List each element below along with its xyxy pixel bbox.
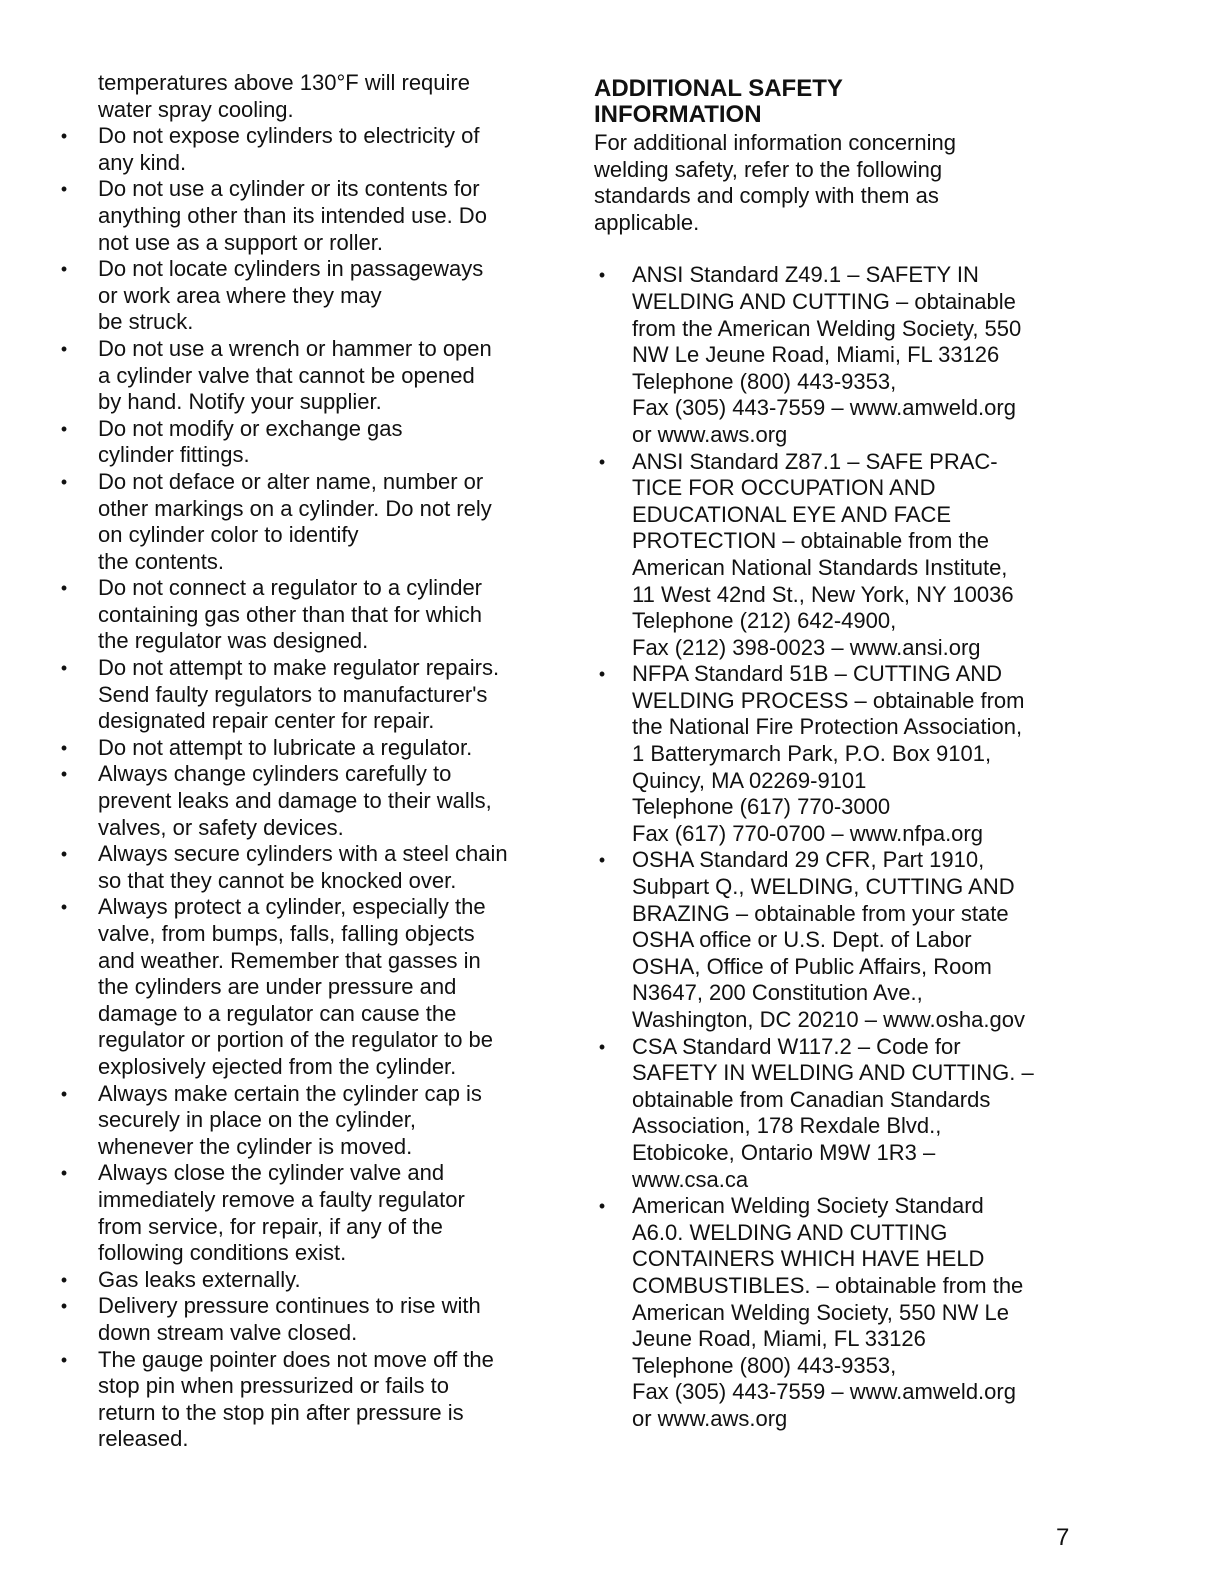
text-line: or www.aws.org [632,1405,788,1431]
text-line: Fax (212) 398-0023 – www.ansi.org [632,634,981,660]
text-line: whenever the cylinder is moved. [98,1133,413,1159]
text-line: 11 West 42nd St., New York, NY 10036 [632,581,1014,607]
text-line: securely in place on the cylinder, [98,1107,416,1133]
bullet-icon: • [598,850,606,871]
text-line: ANSI Standard Z49.1 – SAFETY IN [632,262,979,288]
text-line: and weather. Remember that gasses in [98,947,481,973]
list-item [594,1034,1084,1194]
list-item [56,123,556,176]
text-line: Always protect a cylinder, especially the [98,894,486,920]
text-line: Do not attempt to make regulator repairs. [98,655,500,681]
list-item [56,841,556,894]
text-line: Fax (305) 443-7559 – www.amweld.org [632,395,1016,421]
list-item [594,449,1084,662]
bullet-icon: • [60,1163,68,1184]
list-item [56,336,556,416]
text-line: 1 Batterymarch Park, P.O. Box 9101, [632,741,992,767]
text-line: American Welding Society, 550 NW Le [632,1299,1010,1325]
text-line: the regulator was designed. [98,628,369,654]
list-item [56,761,556,841]
text-line: or work area where they may [98,282,382,308]
text-line: Telephone (617) 770-3000 [632,794,891,820]
bullet-icon: • [598,265,606,286]
text-line: Quincy, MA 02269-9101 [632,767,867,793]
text-line: on cylinder color to identify [98,522,359,548]
text-line: welding safety, refer to the following [594,156,943,182]
text-line: explosively ejected from the cylinder. [98,1053,457,1079]
text-line: www.csa.ca [632,1166,749,1192]
text-line: TICE FOR OCCUPATION AND [632,475,936,501]
list-item [56,176,556,256]
text-line: WELDING PROCESS – obtainable from [632,687,1025,713]
text-line: the contents. [98,548,224,574]
list-item [56,1293,556,1346]
text-line: any kind. [98,149,187,175]
text-line: PROTECTION – obtainable from the [632,528,990,554]
page-number: 7 [1056,1524,1070,1551]
text-line: American Welding Society Standard [632,1193,984,1219]
bullet-icon: • [598,451,606,472]
text-line: Gas leaks externally. [98,1266,301,1292]
text-line: anything other than its intended use. Do [98,202,487,228]
text-line: Always make certain the cylinder cap is [98,1080,482,1106]
text-line: Do not modify or exchange gas [98,415,403,441]
text-line: Association, 178 Rexdale Blvd., [632,1113,942,1139]
text-line: the National Fire Protection Association, [632,714,1023,740]
bullet-icon: • [60,897,68,918]
text-line: N3647, 200 Constitution Ave., [632,980,923,1006]
list-item [56,575,556,655]
text-line: immediately remove a faulty regulator [98,1186,465,1212]
left-column [56,70,556,1453]
text-line: damage to a regulator can cause the [98,1000,457,1026]
heading-line: INFORMATION [594,101,762,128]
list-item [56,256,556,336]
bullet-icon: • [60,1269,68,1290]
list-item [56,1081,556,1161]
list-item [594,1193,1084,1432]
text-line: OSHA office or U.S. Dept. of Labor [632,927,972,953]
bullet-icon: • [598,1036,606,1057]
text-line: Do not attempt to lubricate a regulator. [98,734,473,760]
text-line: Always close the cylinder valve and [98,1160,445,1186]
text-line: OSHA Standard 29 CFR, Part 1910, [632,847,985,873]
text-line: not use as a support or roller. [98,229,383,255]
text-line: CONTAINERS WHICH HAVE HELD [632,1246,985,1272]
text-line: Fax (305) 443-7559 – www.amweld.org [632,1379,1016,1405]
text-line: Fax (617) 770-0700 – www.nfpa.org [632,820,983,846]
text-line: valve, from bumps, falls, falling objects [98,921,475,946]
text-line: other markings on a cylinder. Do not rely [98,495,492,521]
bullet-icon: • [60,1349,68,1370]
text-line: ANSI Standard Z87.1 – SAFE PRAC- [632,448,998,474]
text-line: the cylinders are under pressure and [98,974,457,1000]
text-line: Do not locate cylinders in passageways [98,256,484,282]
text-line: standards and comply with them as [594,183,939,209]
text-line: from the American Welding Society, 550 [632,315,1022,341]
text-line: Subpart Q., WELDING, CUTTING AND [632,874,1015,900]
text-line: The gauge pointer does not move off the [98,1346,494,1372]
list-item [56,416,556,469]
bullet-icon: • [60,126,68,147]
bullet-icon: • [60,737,68,758]
list-item [56,1347,556,1453]
list-item [594,262,1084,448]
text-line: Always secure cylinders with a steel chain [98,841,508,867]
text-line: A6.0. WELDING AND CUTTING [632,1219,948,1245]
list-item [594,661,1084,847]
text-line: Do not use a wrench or hammer to open [98,335,492,361]
text-line: released. [98,1426,189,1452]
text-line: EDUCATIONAL EYE AND FACE [632,501,952,527]
text-line: CSA Standard W117.2 – Code for [632,1033,961,1059]
bullet-icon: • [60,338,68,359]
bullet-icon: • [60,1083,68,1104]
text-line: Telephone (800) 443-9353, [632,368,897,394]
text-line: following conditions exist. [98,1240,347,1266]
bullet-icon: • [60,578,68,599]
bullet-icon: • [60,844,68,865]
text-line: Send faulty regulators to manufacturer's [98,681,488,707]
text-line: cylinder fittings. [98,442,250,468]
text-line: Do not use a cylinder or its contents for [98,176,480,202]
text-line: NFPA Standard 51B – CUTTING AND [632,661,1003,687]
text-line: Telephone (212) 642-4900, [632,608,897,634]
text-line: regulator or portion of the regulator to be [98,1027,494,1053]
text-line: WELDING AND CUTTING – obtainable [632,288,1016,314]
right-column [594,76,1084,1433]
bullet-icon: • [60,764,68,785]
intro-paragraph [594,130,1084,236]
text-line: by hand. Notify your supplier. [98,389,382,415]
list-item [56,1160,556,1266]
text-line: OSHA, Office of Public Affairs, Room [632,953,992,979]
text-line: containing gas other than that for which [98,601,483,627]
text-line: American National Standards Institute, [632,554,1008,580]
bullet-icon: • [598,664,606,685]
text-line: applicable. [594,209,700,235]
text-line: temperatures above 130°F will require [98,70,470,95]
text-line: return to the stop pin after pressure is [98,1399,464,1425]
text-line: For additional information concerning [594,130,956,155]
text-line: down stream valve closed. [98,1319,358,1345]
bullet-icon: • [598,1196,606,1217]
text-line: or www.aws.org [632,421,788,447]
bullet-icon: • [60,1296,68,1317]
text-line: Jeune Road, Miami, FL 33126 [632,1326,926,1352]
text-line: Do not connect a regulator to a cylinder [98,575,483,601]
text-line: NW Le Jeune Road, Miami, FL 33126 [632,342,1000,368]
bullet-icon: • [60,418,68,439]
text-line: from service, for repair, if any of the [98,1213,443,1239]
text-line: water spray cooling. [98,96,294,122]
text-line: SAFETY IN WELDING AND CUTTING. – [632,1060,1034,1086]
list-item [56,1267,556,1294]
section-heading [594,76,1084,128]
text-line: a cylinder valve that cannot be opened [98,362,475,388]
text-line: prevent leaks and damage to their walls, [98,788,492,814]
text-line: Do not deface or alter name, number or [98,468,484,494]
text-line: Washington, DC 20210 – www.osha.gov [632,1007,1025,1032]
text-line: stop pin when pressurized or fails to [98,1373,449,1399]
list-item [56,735,556,762]
text-line: designated repair center for repair. [98,708,435,734]
text-line: valves, or safety devices. [98,814,344,840]
text-line: Etobicoke, Ontario M9W 1R3 – [632,1139,936,1165]
bullet-icon: • [60,179,68,200]
text-line: Do not expose cylinders to electricity of [98,123,480,149]
list-item [56,469,556,575]
text-line: BRAZING – obtainable from your state [632,900,1009,926]
bullet-icon: • [60,471,68,492]
list-item [56,655,556,735]
text-line: be struck. [98,309,194,335]
continuation-text [98,70,556,123]
cylinder-safety-list [56,123,556,1453]
standards-list [594,262,1084,1432]
text-line: Telephone (800) 443-9353, [632,1352,897,1378]
text-line: Delivery pressure continues to rise with [98,1293,481,1319]
text-line: so that they cannot be knocked over. [98,867,457,893]
heading-line: ADDITIONAL SAFETY [594,75,843,102]
bullet-icon: • [60,658,68,679]
list-item [594,847,1084,1033]
text-line: COMBUSTIBLES. – obtainable from the [632,1272,1024,1298]
bullet-icon: • [60,259,68,280]
text-line: obtainable from Canadian Standards [632,1086,991,1112]
text-line: Always change cylinders carefully to [98,761,452,787]
list-item [56,894,556,1080]
